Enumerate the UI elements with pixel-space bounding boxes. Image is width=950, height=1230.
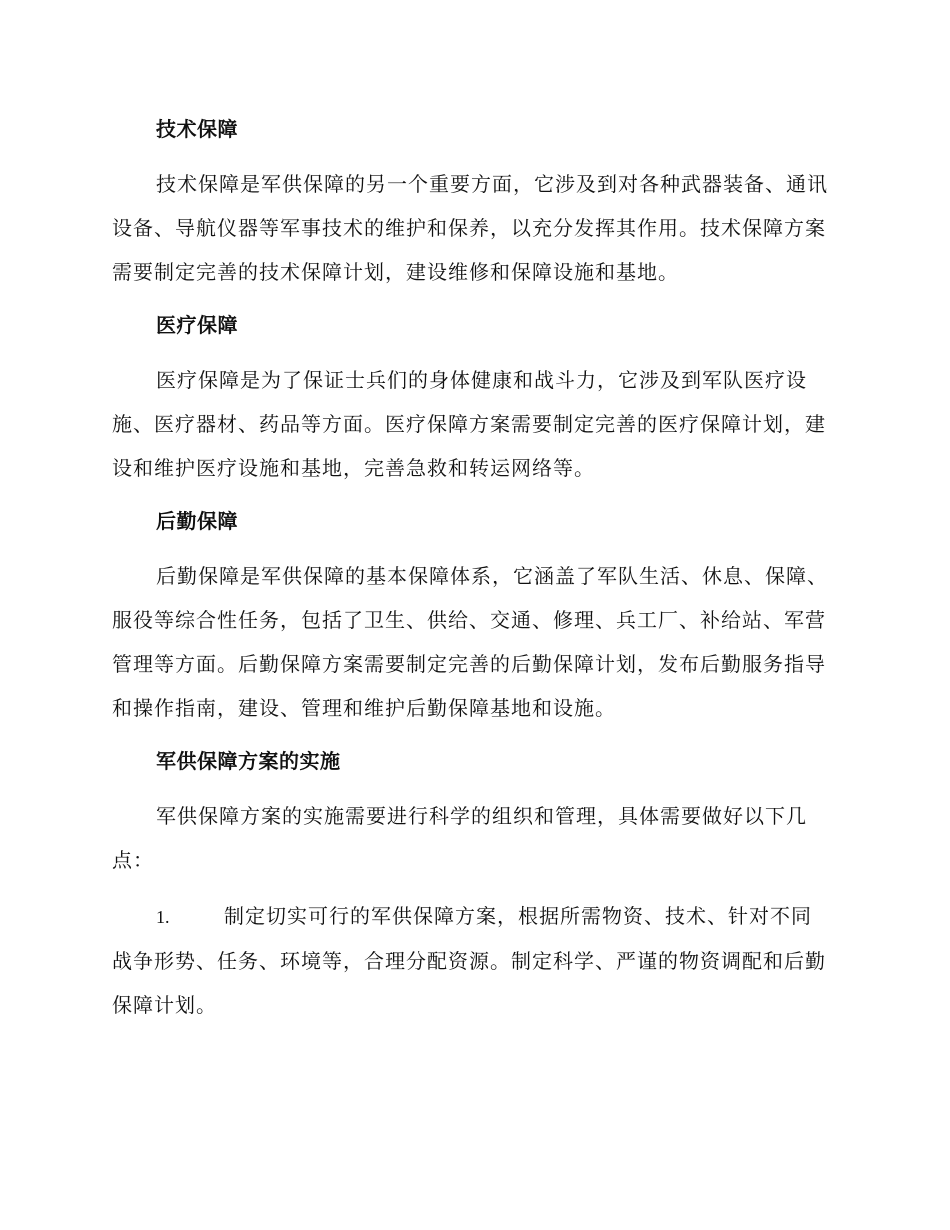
section-heading-implementation: 军供保障方案的实施	[156, 749, 341, 773]
section-heading-logistics: 后勤保障	[156, 509, 238, 533]
section-heading-medical: 医疗保障	[156, 313, 238, 337]
list-item-text: 制定切实可行的军供保障方案，根据所需物资、技术、针对不同战争形势、任务、环境等，合理分配资源。制定科学、严谨的物资调配和后勤保障计划。	[112, 904, 826, 1017]
section-paragraph-tech: 技术保障是军供保障的另一个重要方面，它涉及到对各种武器装备、通讯设备、导航仪器等军事技术的维护和保养，以充分发挥其作用。技术保障方案需要制定完善的技术保障计划，建设维修和保障设施和基地。	[112, 172, 828, 284]
section-heading-tech: 技术保障	[156, 117, 238, 141]
list-item	[112, 894, 832, 1027]
section-paragraph-medical: 医疗保障是为了保证士兵们的身体健康和战斗力，它涉及到军队医疗设施、医疗器材、药品等方面。医疗保障方案需要制定完善的医疗保障计划，建设和维护医疗设施和基地，完善急救和转运网络等。	[112, 368, 826, 480]
section-paragraph-implementation: 军供保障方案的实施需要进行科学的组织和管理，具体需要做好以下几点：	[112, 804, 807, 872]
list-item-number: 1.	[156, 907, 170, 927]
section-paragraph-logistics: 后勤保障是军供保障的基本保障体系，它涵盖了军队生活、休息、保障、服役等综合性任务，包括了卫生、供给、交通、修理、兵工厂、补给站、军营管理等方面。后勤保障方案需要制定完善的后勤保障计划，发布后勤服务指导和操作指南，建设、管理和维护后勤保障基地和设施。	[112, 564, 828, 720]
